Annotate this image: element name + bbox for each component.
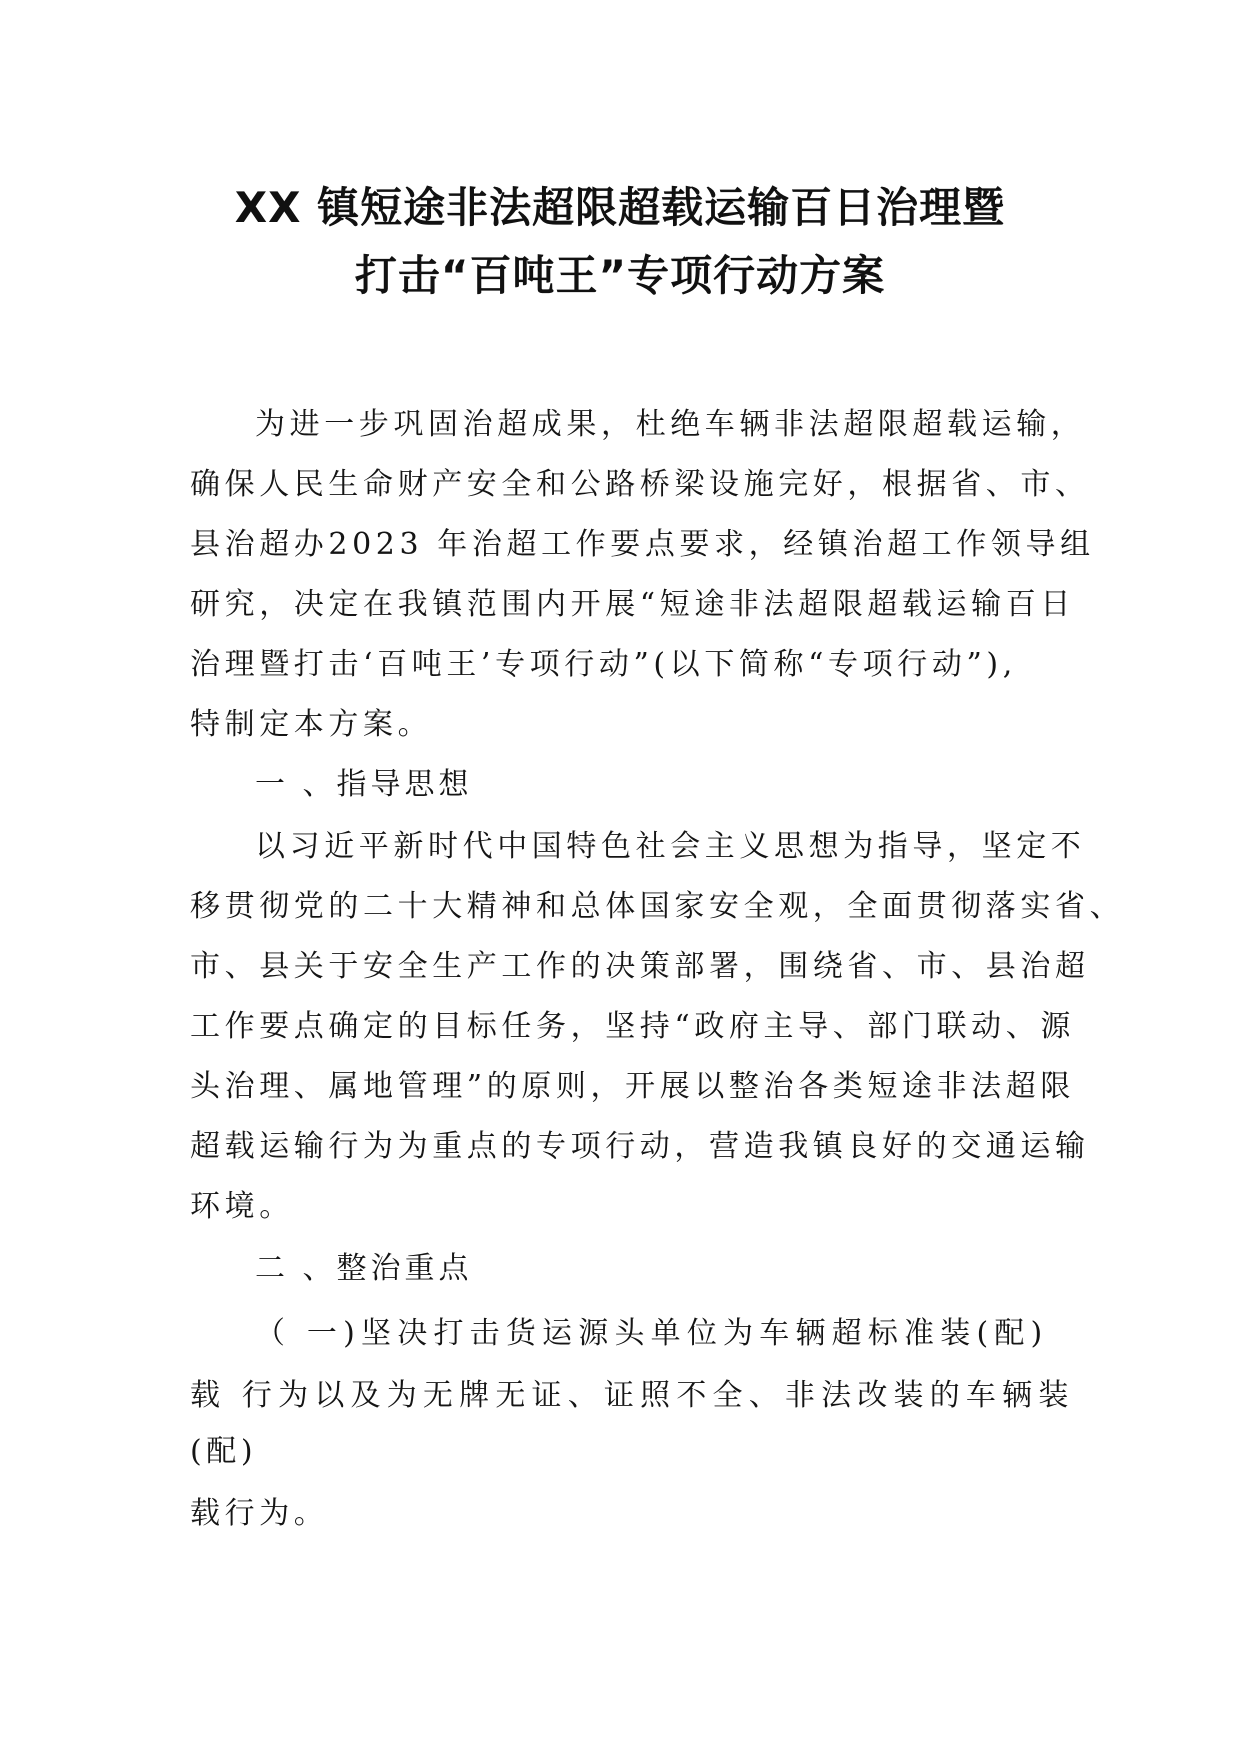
intro-line: 特制定本方案。 — [190, 707, 433, 742]
section1-line: 超载运输行为为重点的专项行动，营造我镇良好的交通运输 — [190, 1129, 1090, 1164]
section2-line: 载行为。 — [190, 1496, 329, 1531]
intro-line: 县治超办2023 年治超工作要点要求，经镇治超工作领导组 — [190, 527, 1095, 562]
section2-line: (配) — [190, 1434, 258, 1469]
section1-line: 市、县关于安全生产工作的决策部署，围绕省、市、县治超 — [190, 949, 1090, 984]
document-title-line-2: 打击“百吨王”专项行动方案 — [354, 251, 886, 300]
section-heading-key-rectification: 二 、整治重点 — [255, 1251, 473, 1286]
intro-line: 治理暨打击‘百吨王’专项行动”(以下简称“专项行动”), — [190, 647, 1017, 682]
intro-line: 为进一步巩固治超成果，杜绝车辆非法超限超载运输， — [255, 407, 1086, 442]
section2-line: 载 行为以及为无牌无证、证照不全、非法改装的车辆装 — [190, 1378, 1075, 1413]
section1-line: 环境。 — [190, 1189, 294, 1224]
section1-line: 移贯彻党的二十大精神和总体国家安全观，全面贯彻落实省、 — [190, 889, 1125, 924]
section-heading-guiding-ideology: 一 、指导思想 — [255, 767, 473, 802]
section2-line: （ 一)坚决打击货运源头单位为车辆超标准装(配) — [255, 1316, 1049, 1351]
section1-line: 工作要点确定的目标任务，坚持“政府主导、部门联动、源 — [190, 1009, 1075, 1044]
intro-line: 确保人民生命财产安全和公路桥梁设施完好，根据省、市、 — [190, 467, 1090, 502]
section1-line: 头治理、属地管理”的原则，开展以整治各类短途非法超限 — [190, 1069, 1075, 1104]
section1-line: 以习近平新时代中国特色社会主义思想为指导，坚定不 — [255, 829, 1086, 864]
document-title-line-1: XX 镇短途非法超限超载运输百日治理暨 — [234, 183, 1006, 232]
intro-line: 研究，决定在我镇范围内开展“短途非法超限超载运输百日 — [190, 587, 1075, 622]
